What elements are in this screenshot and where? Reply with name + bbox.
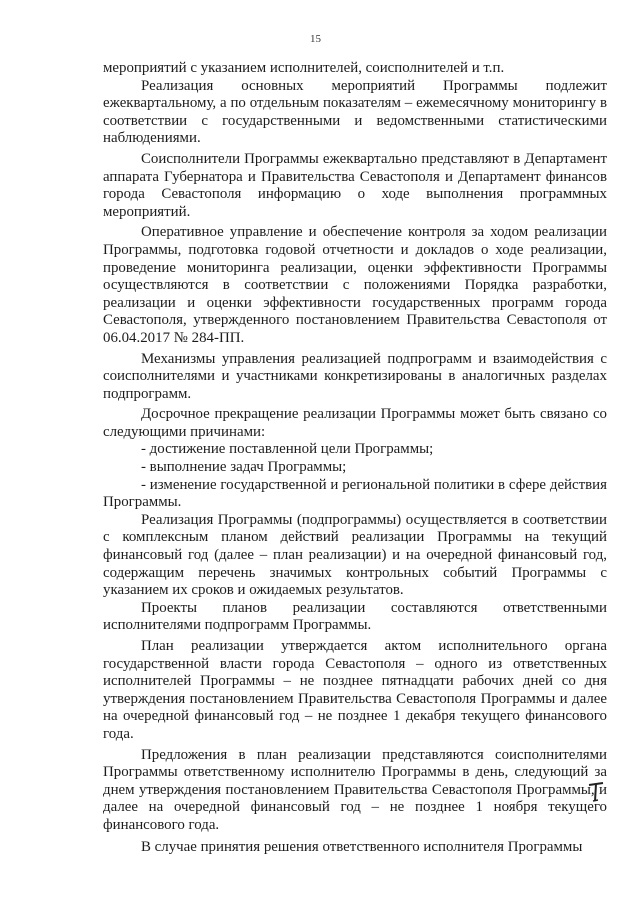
list-item: - изменение государственной и региональной политики в сфере действия Программы.	[103, 476, 607, 511]
paragraph: Оперативное управление и обеспечение контроля за ходом реализации Программы, подготовка годовой отчетности и докладов о ходе реализации, проведение мониторинга реализации, оценки эффективности Программы осуществляются в соответствии с положениями Порядка разработки, реализации и оценки эффективности государственных программ города Севастополя, утвержденного постановлением Правительства Севастополя от 06.04.2017 № 284-ПП.	[103, 224, 607, 346]
paragraph: В случае принятия решения ответственного исполнителя Программы	[141, 838, 583, 855]
paragraph: Реализация основных мероприятий Программы подлежит ежеквартальному, а по отдельным показателям – ежемесячному мониторингу в соответствии с государственными и ведомственными статистическими наблюдениями.	[103, 77, 607, 147]
paragraph: Досрочное прекращение реализации Программы может быть связано со следующими причинами:	[103, 406, 607, 440]
paragraph: Проекты планов реализации составляются ответственными исполнителями подпрограмм Программы.	[103, 599, 607, 634]
list-item: - достижение поставленной цели Программы;	[141, 441, 434, 458]
paragraph: Механизмы управления реализацией подпрограмм и взаимодействия с соисполнителями и участниками конкретизированы в аналогичных разделах подпрограмм.	[103, 350, 607, 402]
paragraph: План реализации утверждается актом исполнительного органа государственной власти города Севастополя – одного из ответственных исполнителей Программы – не позднее пятнадцати рабочих дней со дня утверждения постановлением Правительства Севастополя Программы и далее на очередной финансовый год – не позднее 1 декабря текущего финансового года.	[103, 638, 607, 742]
paragraph: Соисполнители Программы ежеквартально представляют в Департамент аппарата Губернатора и Правительства Севастополя и Департамент финансов города Севастополя информацию о ходе выполнения программных мероприятий.	[103, 150, 607, 220]
handwritten-mark-icon	[586, 779, 606, 805]
paragraph: мероприятий с указанием исполнителей, соисполнителей и т.п.	[103, 60, 505, 76]
paragraph: Реализация Программы (подпрограммы) осуществляется в соответствии с комплексным планом действий реализации Программы на текущий финансовый год (далее – план реализации) и на очередной финансовый год, содержащим перечень значимых контрольных событий Программы с указанием их сроков и ожидаемых результатов.	[103, 511, 607, 599]
page-number: 15	[310, 33, 321, 45]
document-body	[103, 60, 607, 856]
list-item: - выполнение задач Программы;	[141, 459, 347, 476]
paragraph: Предложения в план реализации представляются соисполнителями Программы ответственному исполнителю Программы в день, следующий за днем утверждения постановлением Правительства Севастополя Программы, и далее на очередной финансовый год – не позднее 1 ноября текущего финансового года.	[103, 746, 607, 833]
